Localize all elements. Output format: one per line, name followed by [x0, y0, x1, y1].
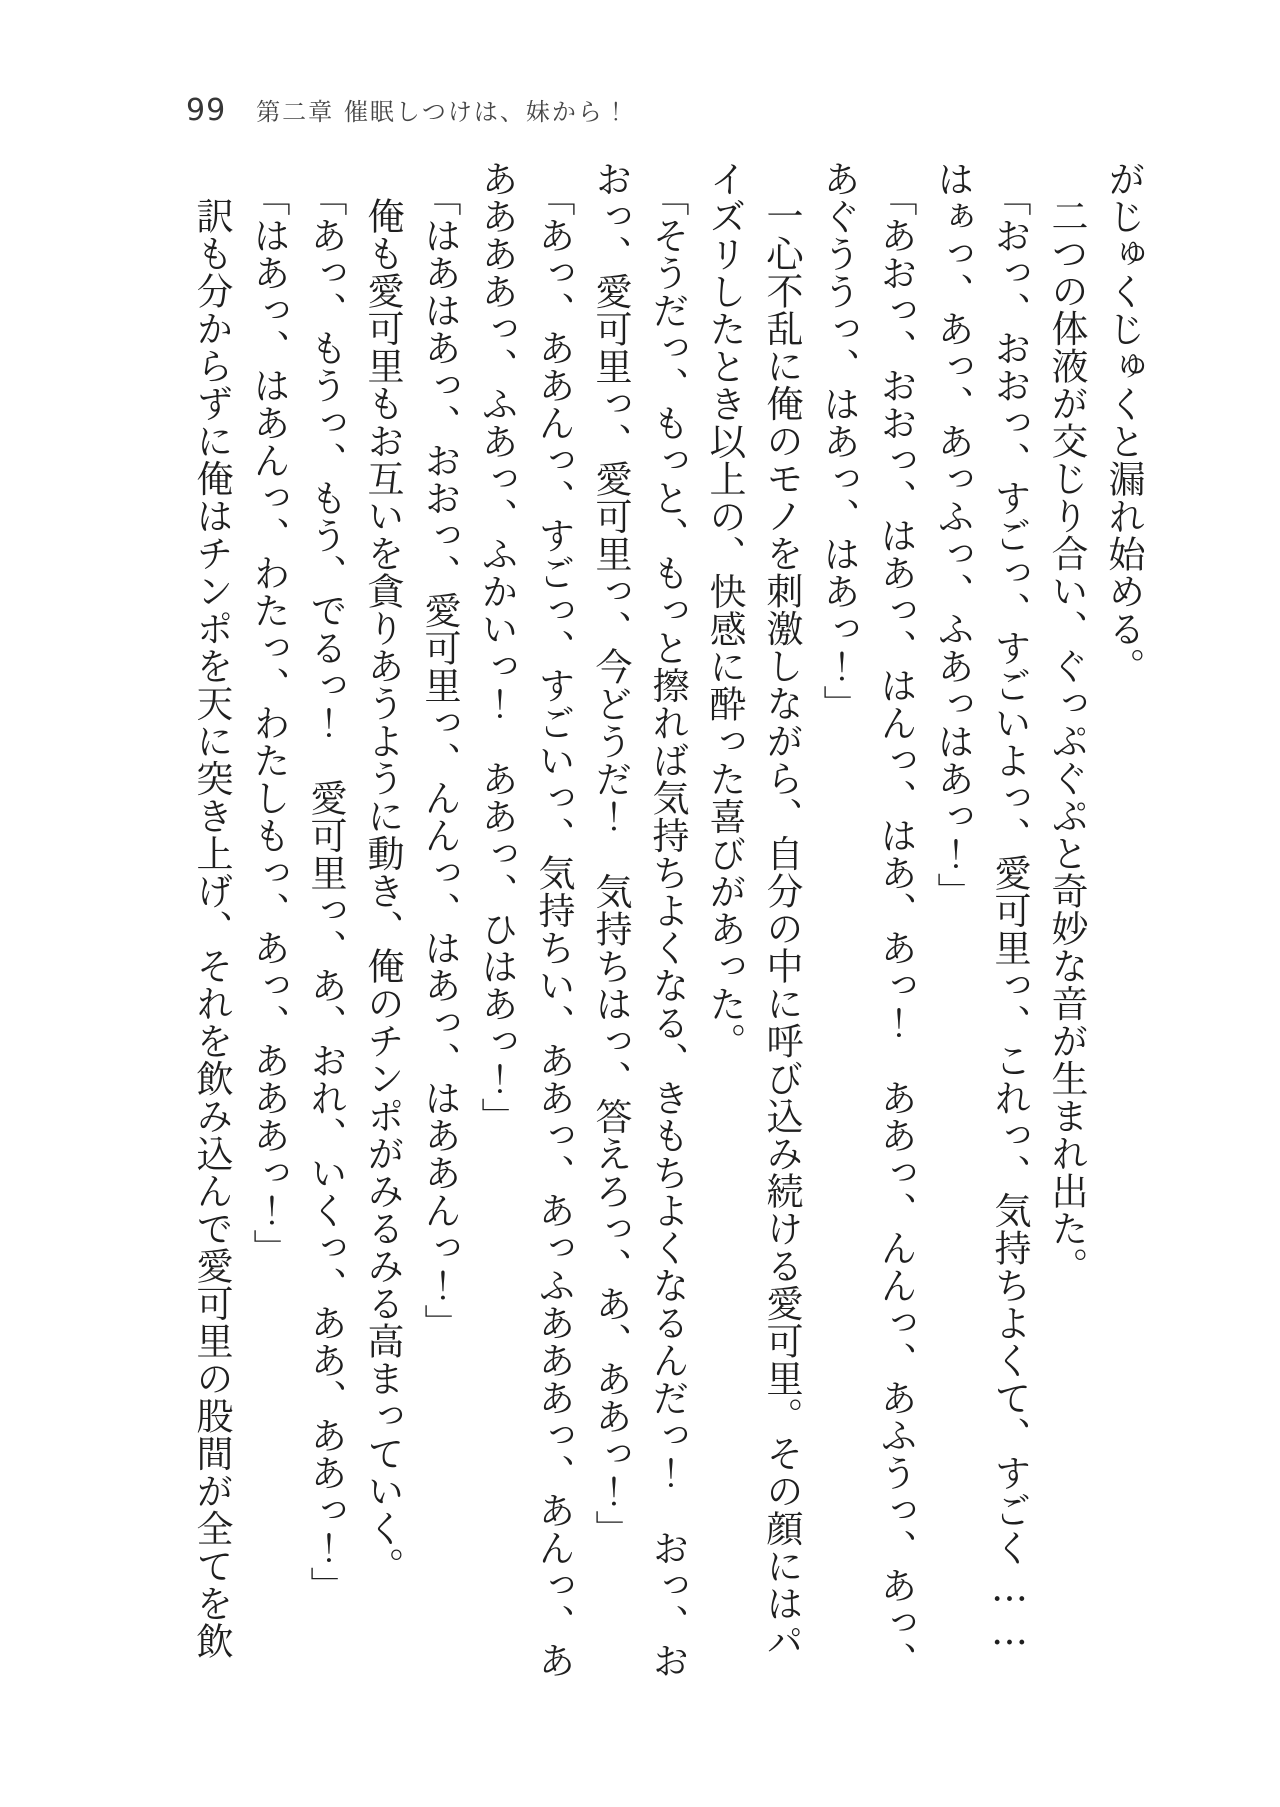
vertical-body-text: [183, 160, 1152, 1680]
paragraph: 「あっ、もうっ、もう、でるっ！ 愛可里っ、あ、おれ、いくっ、ああ、ああっ！」: [304, 179, 347, 1604]
paragraph: 「あおっ、おおっ、はあっ、はんっ、はあ、あっ！ ああっ、んんっ、あふうっ、あっ、あぐううっ、はあっ、はあっ！」: [817, 160, 917, 1679]
page-header: [186, 92, 630, 128]
paragraph: 訳も分からずに俺はチンポを天に突き上げ、それを飲み込んで愛可里の股間が全てを飲: [190, 197, 233, 1660]
paragraph: 一心不乱に俺のモノを刺激しながら、自分の中に呼び込み続ける愛可里。その顔にはパイズリしたとき以上の、快感に酔った喜びがあった。: [703, 160, 803, 1660]
paragraph: 俺も愛可里もお互いを貪りあうように動き、俺のチンポがみるみる高まっていく。: [361, 197, 404, 1585]
page-number: 99: [186, 93, 227, 128]
paragraph: 「あっ、ああんっ、すごっ、すごいっ、気持ちい、ああっ、あっふあああっ、あんっ、あああああっ、ふあっ、ふかいっ！ ああっ、ひはあっ！」: [475, 160, 575, 1679]
paragraph: 「おっ、おおっ、すごっ、すごいよっ、愛可里っ、これっ、気持ちよくて、すごく……はぁっ、あっ、あっふっ、ふあっはあっ！」: [931, 160, 1031, 1654]
paragraph: 「そうだっ、もっと、もっと擦れば気持ちよくなる、きもちよくなるんだっ！ おっ、おおっ、愛可里っ、愛可里っ、今どうだ！ 気持ちはっ、答えろっ、あ、ああっ！」: [589, 160, 689, 1679]
paragraph: がじゅくじゅくと漏れ始める。: [1102, 160, 1145, 685]
paragraph: 「はあっ、はあんっ、わたっ、わたしもっ、あっ、あああっ！」: [247, 179, 290, 1267]
chapter-title: 第二章 催眠しつけは、妹から！: [256, 98, 630, 126]
paragraph: 「はあはあっ、おおっ、愛可里っ、んんっ、はあっ、はああんっ！」: [418, 179, 461, 1342]
paragraph: 二つの体液が交じり合い、ぐっぷぐぷと奇妙な音が生まれ出た。: [1045, 197, 1088, 1285]
